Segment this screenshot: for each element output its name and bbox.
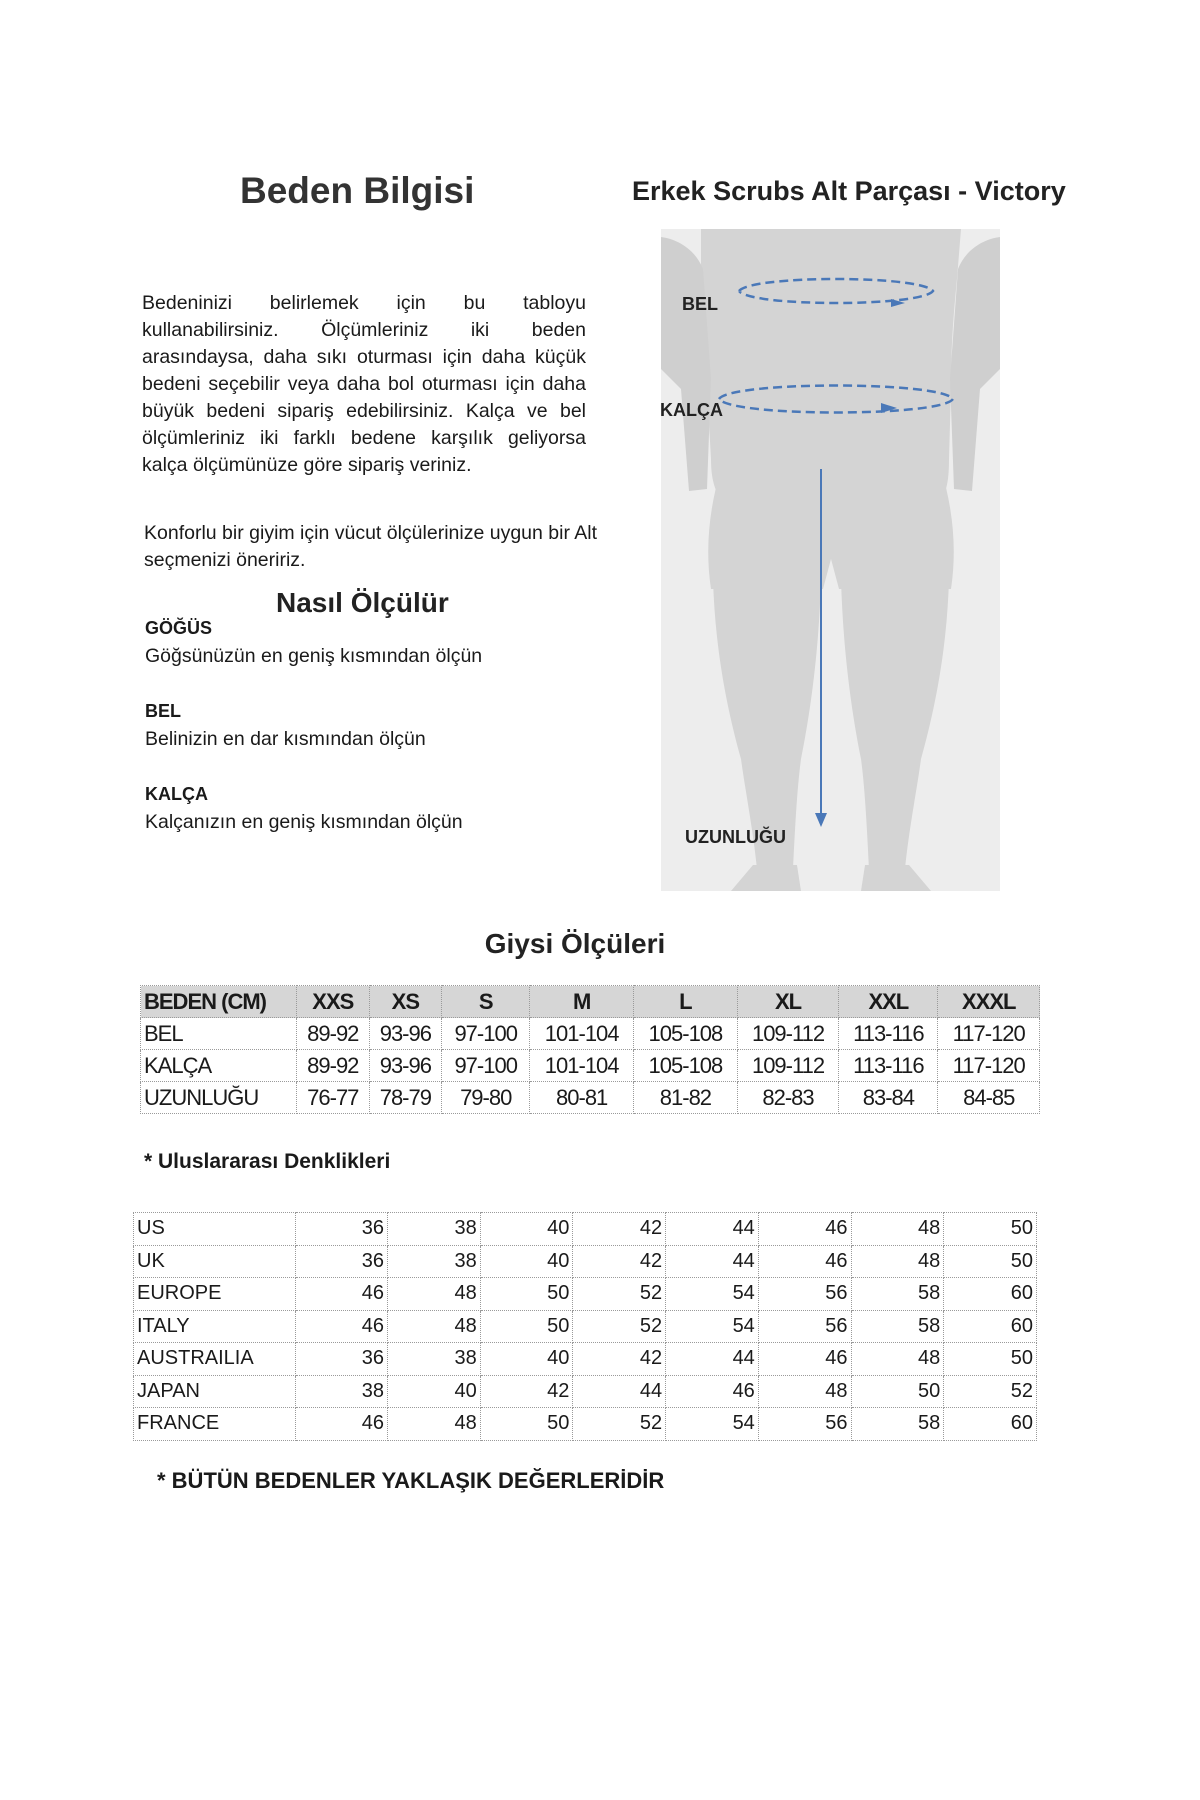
- table-cell: 46: [758, 1245, 851, 1278]
- table-cell: 50: [944, 1213, 1037, 1246]
- table-cell: 117-120: [938, 1018, 1040, 1050]
- table-cell: 97-100: [442, 1050, 530, 1082]
- table-cell: US: [134, 1213, 296, 1246]
- table-cell: 44: [666, 1245, 759, 1278]
- table-cell: 56: [758, 1408, 851, 1441]
- table-cell: 52: [573, 1278, 666, 1311]
- table-cell: 56: [758, 1310, 851, 1343]
- table-cell: 54: [666, 1310, 759, 1343]
- table-cell: 42: [573, 1343, 666, 1376]
- footnote: * BÜTÜN BEDENLER YAKLAŞIK DEĞERLERİDİR: [157, 1468, 665, 1493]
- header-cell: XL: [737, 986, 838, 1018]
- table-cell: AUSTRAILIA: [134, 1343, 296, 1376]
- table-cell: 48: [851, 1343, 944, 1376]
- table-cell: 50: [944, 1245, 1037, 1278]
- waist-arrow-icon: [731, 269, 941, 313]
- table-cell: 48: [758, 1375, 851, 1408]
- table-cell: 46: [296, 1278, 388, 1311]
- table-cell: 58: [851, 1408, 944, 1441]
- table-cell: 44: [666, 1213, 759, 1246]
- table-cell: 50: [480, 1278, 573, 1311]
- table-cell: 38: [388, 1213, 481, 1246]
- header-cell: S: [442, 986, 530, 1018]
- table-row: [134, 1408, 1037, 1441]
- figure-label-hip: KALÇA: [660, 400, 723, 420]
- table-cell: 79-80: [442, 1082, 530, 1114]
- table-cell: 36: [296, 1245, 388, 1278]
- table-header-row: [141, 986, 1040, 1018]
- waist-instruction: Belinizin en dar kısmından ölçün: [145, 728, 426, 750]
- table-row: [134, 1375, 1037, 1408]
- table-cell: 101-104: [530, 1018, 634, 1050]
- header-cell: XXL: [839, 986, 938, 1018]
- product-title: Erkek Scrubs Alt Parçası - Victory: [632, 176, 1066, 206]
- table-cell: 50: [944, 1343, 1037, 1376]
- table-cell: 84-85: [938, 1082, 1040, 1114]
- hip-instruction: Kalçanızın en geniş kısmından ölçün: [145, 811, 463, 833]
- table-cell: 46: [296, 1310, 388, 1343]
- table-cell: 52: [573, 1408, 666, 1441]
- table-cell: ITALY: [134, 1310, 296, 1343]
- table-cell: KALÇA: [141, 1050, 297, 1082]
- size-table: [140, 985, 1040, 1114]
- table-row: [134, 1310, 1037, 1343]
- table-row: [141, 1050, 1040, 1082]
- table-cell: UK: [134, 1245, 296, 1278]
- table-cell: BEL: [141, 1018, 297, 1050]
- table-row: [134, 1343, 1037, 1376]
- body-figure: [661, 229, 1000, 891]
- table-row: [134, 1278, 1037, 1311]
- table-cell: 60: [944, 1310, 1037, 1343]
- table-cell: 105-108: [634, 1018, 738, 1050]
- table-cell: 83-84: [839, 1082, 938, 1114]
- table-cell: 40: [480, 1343, 573, 1376]
- header-cell: BEDEN (CM): [141, 986, 297, 1018]
- table-cell: 81-82: [634, 1082, 738, 1114]
- international-title: * Uluslararası Denklikleri: [144, 1150, 391, 1173]
- chest-instruction: Göğsünüzün en geniş kısmından ölçün: [145, 645, 483, 667]
- table-row: [141, 1018, 1040, 1050]
- table-row: [141, 1082, 1040, 1114]
- table-cell: UZUNLUĞU: [141, 1082, 297, 1114]
- table-cell: 46: [296, 1408, 388, 1441]
- chest-label: GÖĞÜS: [145, 618, 213, 638]
- table-cell: 50: [851, 1375, 944, 1408]
- table-cell: 93-96: [369, 1018, 442, 1050]
- table-cell: 42: [573, 1245, 666, 1278]
- table-cell: 36: [296, 1213, 388, 1246]
- hip-label: KALÇA: [145, 784, 208, 804]
- table-cell: 109-112: [737, 1050, 838, 1082]
- intro-paragraph: Bedeninizi belirlemek için bu tabloyu kullanabilirsiniz. Ölçümleriniz iki beden arasındaysa, daha sıkı oturması için daha küçük bedeni seçebilir veya daha bol oturması için daha büyük bedeni sipariş edebilirsiniz. Kalça ve bel ölçümleriniz iki farklı bedene karşılık geliyorsa kalça ölçümünüze göre sipariş veriniz.: [142, 292, 586, 476]
- table-cell: 38: [388, 1245, 481, 1278]
- table-cell: 38: [388, 1343, 481, 1376]
- table-cell: 48: [851, 1213, 944, 1246]
- header-cell: L: [634, 986, 738, 1018]
- table-cell: EUROPE: [134, 1278, 296, 1311]
- table-cell: 44: [573, 1375, 666, 1408]
- waist-label: BEL: [145, 701, 181, 721]
- table-cell: 50: [480, 1310, 573, 1343]
- table-cell: 50: [480, 1408, 573, 1441]
- table-cell: 40: [480, 1213, 573, 1246]
- table-cell: 48: [388, 1310, 481, 1343]
- table-cell: 101-104: [530, 1050, 634, 1082]
- table-cell: 48: [851, 1245, 944, 1278]
- intro-recommendation: Konforlu bir giyim için vücut ölçülerinize uygun bir Alt seçmenizi öneririz.: [144, 522, 598, 571]
- table-cell: 117-120: [938, 1050, 1040, 1082]
- table-cell: 60: [944, 1278, 1037, 1311]
- header-cell: M: [530, 986, 634, 1018]
- hip-arrow-icon: [711, 375, 961, 423]
- table-cell: 76-77: [297, 1082, 370, 1114]
- table-cell: 113-116: [839, 1018, 938, 1050]
- table-cell: 58: [851, 1278, 944, 1311]
- figure-label-length: UZUNLUĞU: [685, 827, 786, 847]
- table-row: [134, 1245, 1037, 1278]
- table-cell: 82-83: [737, 1082, 838, 1114]
- table-cell: 78-79: [369, 1082, 442, 1114]
- table-cell: 105-108: [634, 1050, 738, 1082]
- header-cell: XS: [369, 986, 442, 1018]
- page-title: Beden Bilgisi: [240, 170, 475, 211]
- table-cell: 113-116: [839, 1050, 938, 1082]
- table-cell: 58: [851, 1310, 944, 1343]
- table-cell: 80-81: [530, 1082, 634, 1114]
- table-cell: 97-100: [442, 1018, 530, 1050]
- table-cell: 56: [758, 1278, 851, 1311]
- header-cell: XXS: [297, 986, 370, 1018]
- table-cell: 93-96: [369, 1050, 442, 1082]
- table-cell: 54: [666, 1278, 759, 1311]
- table-cell: 109-112: [737, 1018, 838, 1050]
- table-cell: 42: [573, 1213, 666, 1246]
- table-cell: 60: [944, 1408, 1037, 1441]
- table-cell: 48: [388, 1278, 481, 1311]
- table-cell: 46: [758, 1213, 851, 1246]
- table-cell: 42: [480, 1375, 573, 1408]
- table-cell: 52: [944, 1375, 1037, 1408]
- table-cell: 89-92: [297, 1050, 370, 1082]
- table-row: [134, 1213, 1037, 1246]
- table-cell: 54: [666, 1408, 759, 1441]
- table-cell: 46: [758, 1343, 851, 1376]
- table-cell: 44: [666, 1343, 759, 1376]
- table-cell: JAPAN: [134, 1375, 296, 1408]
- table-cell: 40: [480, 1245, 573, 1278]
- size-table-title: Giysi Ölçüleri: [484, 928, 666, 959]
- figure-label-waist: BEL: [682, 294, 718, 314]
- table-cell: 52: [573, 1310, 666, 1343]
- international-table: [133, 1212, 1037, 1441]
- table-cell: 36: [296, 1343, 388, 1376]
- length-arrow-icon: [811, 469, 831, 829]
- table-cell: FRANCE: [134, 1408, 296, 1441]
- table-cell: 38: [296, 1375, 388, 1408]
- table-cell: 89-92: [297, 1018, 370, 1050]
- table-cell: 48: [388, 1408, 481, 1441]
- header-cell: XXXL: [938, 986, 1040, 1018]
- how-to-measure-title: Nasıl Ölçülür: [276, 587, 449, 618]
- table-cell: 40: [388, 1375, 481, 1408]
- table-cell: 46: [666, 1375, 759, 1408]
